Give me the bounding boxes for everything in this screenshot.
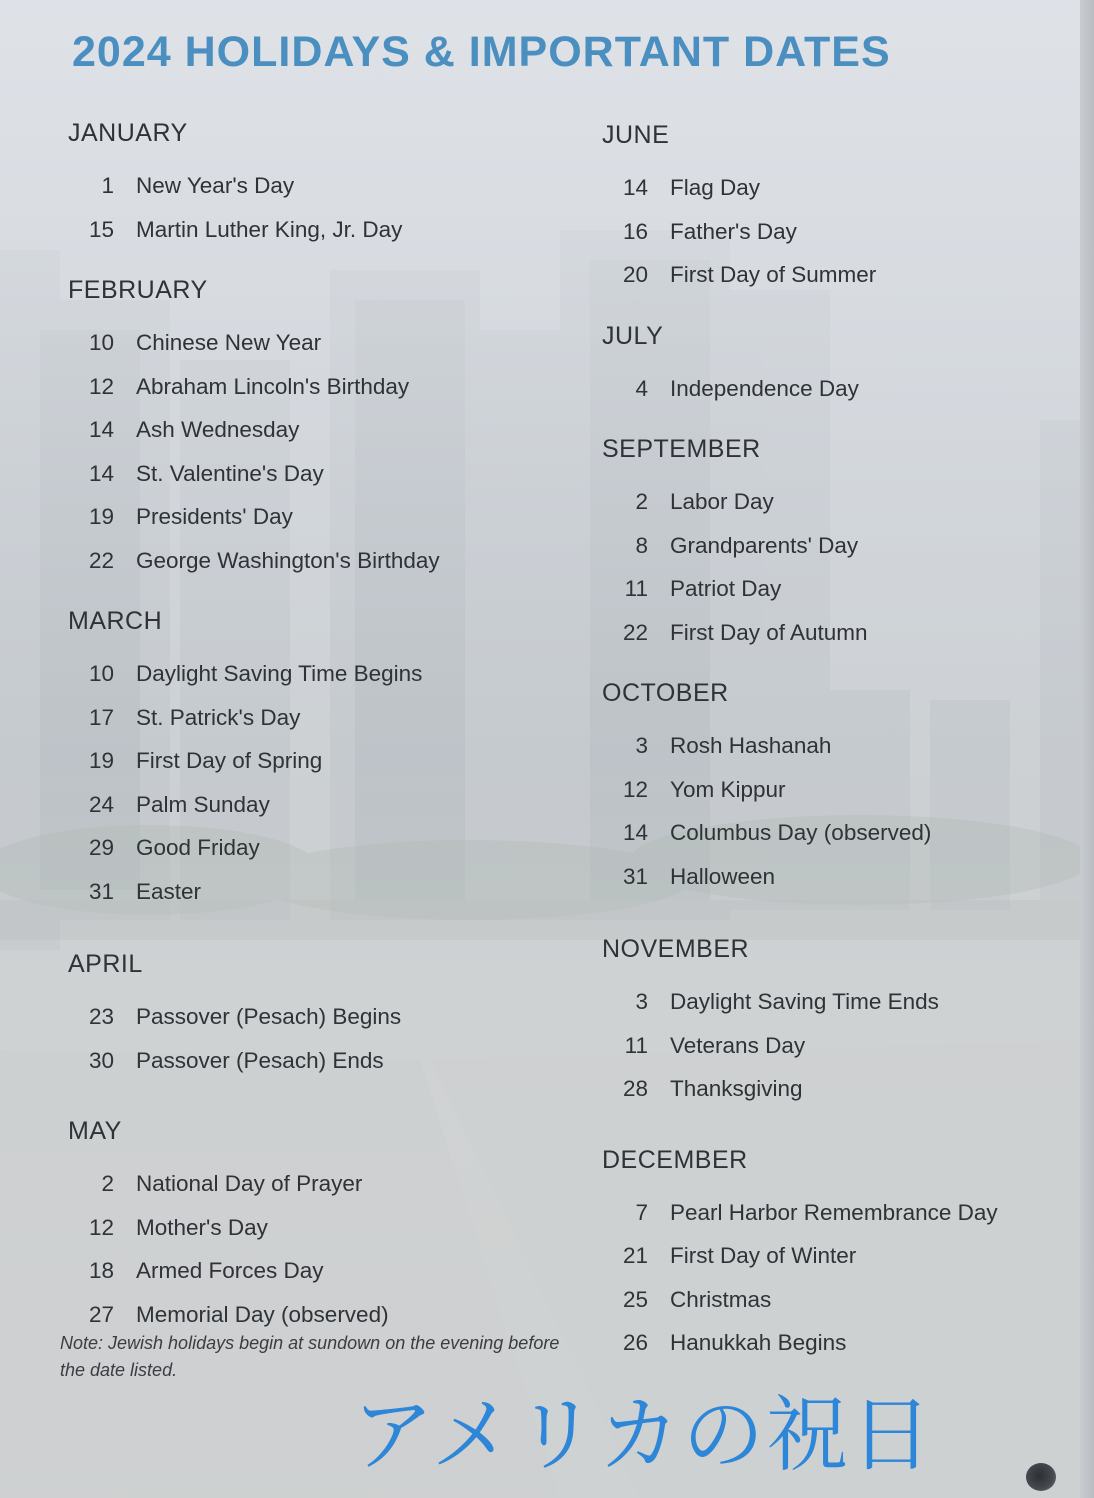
holiday-entry <box>602 253 1072 297</box>
holiday-day: 20 <box>622 262 648 287</box>
month-section-june <box>602 118 1072 297</box>
holiday-name: Father's Day <box>670 218 797 244</box>
holiday-entry <box>602 1278 1072 1322</box>
holiday-entry <box>602 724 1072 768</box>
holiday-day: 14 <box>88 417 114 442</box>
month-heading: FEBRUARY <box>68 276 208 304</box>
page-edge <box>1080 0 1094 1498</box>
holiday-day: 19 <box>88 504 114 529</box>
holiday-entry <box>68 495 588 539</box>
holiday-entry <box>602 980 1072 1024</box>
binding-hole <box>1026 1463 1056 1491</box>
holiday-entry <box>602 210 1072 254</box>
holiday-day: 2 <box>101 1171 114 1196</box>
holiday-name: George Washington's Birthday <box>136 547 440 573</box>
holiday-day: 25 <box>622 1286 648 1312</box>
holiday-name: Veterans Day <box>670 1032 806 1058</box>
holiday-entry <box>68 539 588 583</box>
holiday-entry <box>68 408 588 452</box>
holiday-entry <box>602 611 1072 655</box>
holiday-entry <box>68 870 588 914</box>
holiday-entry <box>68 1162 588 1206</box>
holiday-entry <box>602 1321 1072 1365</box>
holiday-name: Memorial Day (observed) <box>136 1301 389 1327</box>
holiday-day: 31 <box>88 878 114 904</box>
holiday-day: 19 <box>88 748 114 773</box>
left-column <box>68 116 588 1336</box>
holiday-day: 4 <box>635 375 648 401</box>
holiday-day: 7 <box>635 1199 648 1225</box>
holiday-name: Passover (Pesach) Begins <box>136 1004 402 1029</box>
holiday-name: Grandparents' Day <box>670 532 859 558</box>
holiday-name: Martin Luther King, Jr. Day <box>136 216 403 242</box>
holiday-name: Rosh Hashanah <box>670 733 832 758</box>
holiday-entry <box>68 321 588 365</box>
holiday-name: First Day of Winter <box>670 1243 857 1268</box>
month-heading: NOVEMBER <box>602 935 750 963</box>
month-heading: OCTOBER <box>602 679 729 707</box>
holiday-name: Good Friday <box>136 835 260 860</box>
holiday-day: 14 <box>622 175 648 200</box>
holiday-name: First Day of Autumn <box>670 619 868 645</box>
month-section-november <box>602 932 1072 1111</box>
holiday-day: 3 <box>635 733 648 758</box>
holiday-name: Abraham Lincoln's Birthday <box>136 373 410 399</box>
holiday-name: Passover (Pesach) Ends <box>136 1047 384 1073</box>
holiday-name: Christmas <box>670 1286 772 1312</box>
holiday-entry <box>68 739 588 783</box>
holiday-day: 12 <box>622 776 648 802</box>
holiday-day: 14 <box>622 820 648 845</box>
holiday-day: 22 <box>88 547 114 573</box>
holiday-entry <box>68 652 588 696</box>
japanese-overlay-text: アメリカの祝日 <box>352 1388 935 1483</box>
holiday-name: Columbus Day (observed) <box>670 820 932 845</box>
month-section-december <box>602 1143 1072 1365</box>
holiday-day: 15 <box>88 216 114 242</box>
month-heading: JUNE <box>602 121 670 149</box>
holiday-day: 8 <box>635 532 648 558</box>
holiday-entry <box>602 166 1072 210</box>
holiday-name: Mother's Day <box>136 1214 268 1240</box>
holiday-name: Independence Day <box>670 375 859 401</box>
month-section-february <box>68 273 588 582</box>
holiday-day: 14 <box>88 460 114 486</box>
holiday-entry <box>68 783 588 827</box>
holiday-name: Armed Forces Day <box>136 1258 324 1283</box>
holiday-day: 12 <box>88 373 114 399</box>
holiday-entry <box>68 1206 588 1250</box>
footnote: Note: Jewish holidays begin at sundown on the evening before the date listed. <box>60 1333 560 1380</box>
month-section-january <box>68 116 588 251</box>
holiday-entry <box>68 452 588 496</box>
holiday-name: National Day of Prayer <box>136 1171 363 1196</box>
holiday-day: 2 <box>635 489 648 514</box>
holiday-entry <box>68 1249 588 1293</box>
month-heading: MAY <box>68 1117 122 1145</box>
holiday-name: Easter <box>136 878 202 904</box>
holiday-name: Thanksgiving <box>670 1076 803 1101</box>
right-column <box>602 118 1072 1365</box>
holiday-name: Flag Day <box>670 175 761 200</box>
month-heading: MARCH <box>68 607 163 635</box>
holiday-day: 23 <box>88 1004 114 1029</box>
holiday-name: Daylight Saving Time Begins <box>136 661 423 686</box>
holiday-day: 3 <box>635 989 648 1014</box>
holiday-day: 1 <box>101 173 114 198</box>
month-heading: JANUARY <box>68 119 188 147</box>
holiday-entry <box>68 365 588 409</box>
holiday-entry <box>602 768 1072 812</box>
month-heading: JULY <box>602 321 664 350</box>
month-heading: APRIL <box>68 950 143 978</box>
holiday-day: 10 <box>88 661 114 686</box>
holiday-entry <box>602 524 1072 568</box>
holiday-day: 17 <box>88 704 114 730</box>
holiday-name: Hanukkah Begins <box>670 1330 847 1355</box>
holiday-entry <box>68 826 588 870</box>
month-section-march <box>68 604 588 913</box>
holiday-name: Patriot Day <box>670 576 782 601</box>
holiday-name: Daylight Saving Time Ends <box>670 989 939 1014</box>
holiday-day: 29 <box>88 835 114 860</box>
holiday-day: 24 <box>88 791 114 817</box>
holiday-name: First Day of Summer <box>670 262 877 287</box>
holiday-name: First Day of Spring <box>136 748 323 773</box>
holiday-day: 27 <box>88 1301 114 1327</box>
holiday-day: 28 <box>622 1076 648 1101</box>
holiday-entry <box>602 811 1072 855</box>
holiday-day: 12 <box>88 1214 114 1240</box>
holiday-entry <box>602 855 1072 899</box>
holiday-entry <box>68 1039 588 1083</box>
holiday-name: St. Patrick's Day <box>136 704 301 730</box>
holiday-entry <box>602 1234 1072 1278</box>
month-section-april <box>68 947 588 1082</box>
holiday-name: St. Valentine's Day <box>136 460 324 486</box>
holiday-entry <box>68 208 588 252</box>
holiday-day: 10 <box>88 330 114 355</box>
holiday-name: Labor Day <box>670 489 774 514</box>
holiday-entry <box>602 480 1072 524</box>
holiday-day: 26 <box>622 1330 648 1355</box>
month-section-october <box>602 676 1072 898</box>
holiday-day: 11 <box>624 1032 648 1058</box>
holiday-entry <box>68 995 588 1039</box>
holiday-day: 31 <box>622 863 648 889</box>
month-heading: SEPTEMBER <box>602 435 761 463</box>
month-section-may <box>68 1114 588 1336</box>
holiday-day: 18 <box>88 1258 114 1283</box>
holiday-name: Palm Sunday <box>136 791 270 817</box>
holiday-entry <box>68 164 588 208</box>
holiday-entry <box>68 696 588 740</box>
holiday-entry <box>602 567 1072 611</box>
holiday-name: Pearl Harbor Remembrance Day <box>670 1199 998 1225</box>
holiday-day: 30 <box>88 1047 114 1073</box>
holiday-entry <box>602 1024 1072 1068</box>
holiday-day: 16 <box>622 218 648 244</box>
holiday-day: 11 <box>624 576 648 601</box>
holiday-name: Presidents' Day <box>136 504 293 529</box>
page-title: 2024 HOLIDAYS & IMPORTANT DATES <box>72 28 891 76</box>
month-section-september <box>602 432 1072 654</box>
holiday-day: 21 <box>622 1243 648 1268</box>
holiday-name: Yom Kippur <box>670 776 786 802</box>
month-section-july <box>602 319 1072 411</box>
month-heading: DECEMBER <box>602 1145 748 1174</box>
holiday-entry <box>602 1191 1072 1235</box>
holiday-name: New Year's Day <box>136 173 295 198</box>
holiday-entry <box>602 1067 1072 1111</box>
holiday-entry <box>602 367 1072 411</box>
holiday-day: 22 <box>622 619 648 645</box>
holiday-name: Halloween <box>670 863 776 889</box>
holiday-name: Chinese New Year <box>136 330 322 355</box>
holiday-name: Ash Wednesday <box>136 417 300 442</box>
